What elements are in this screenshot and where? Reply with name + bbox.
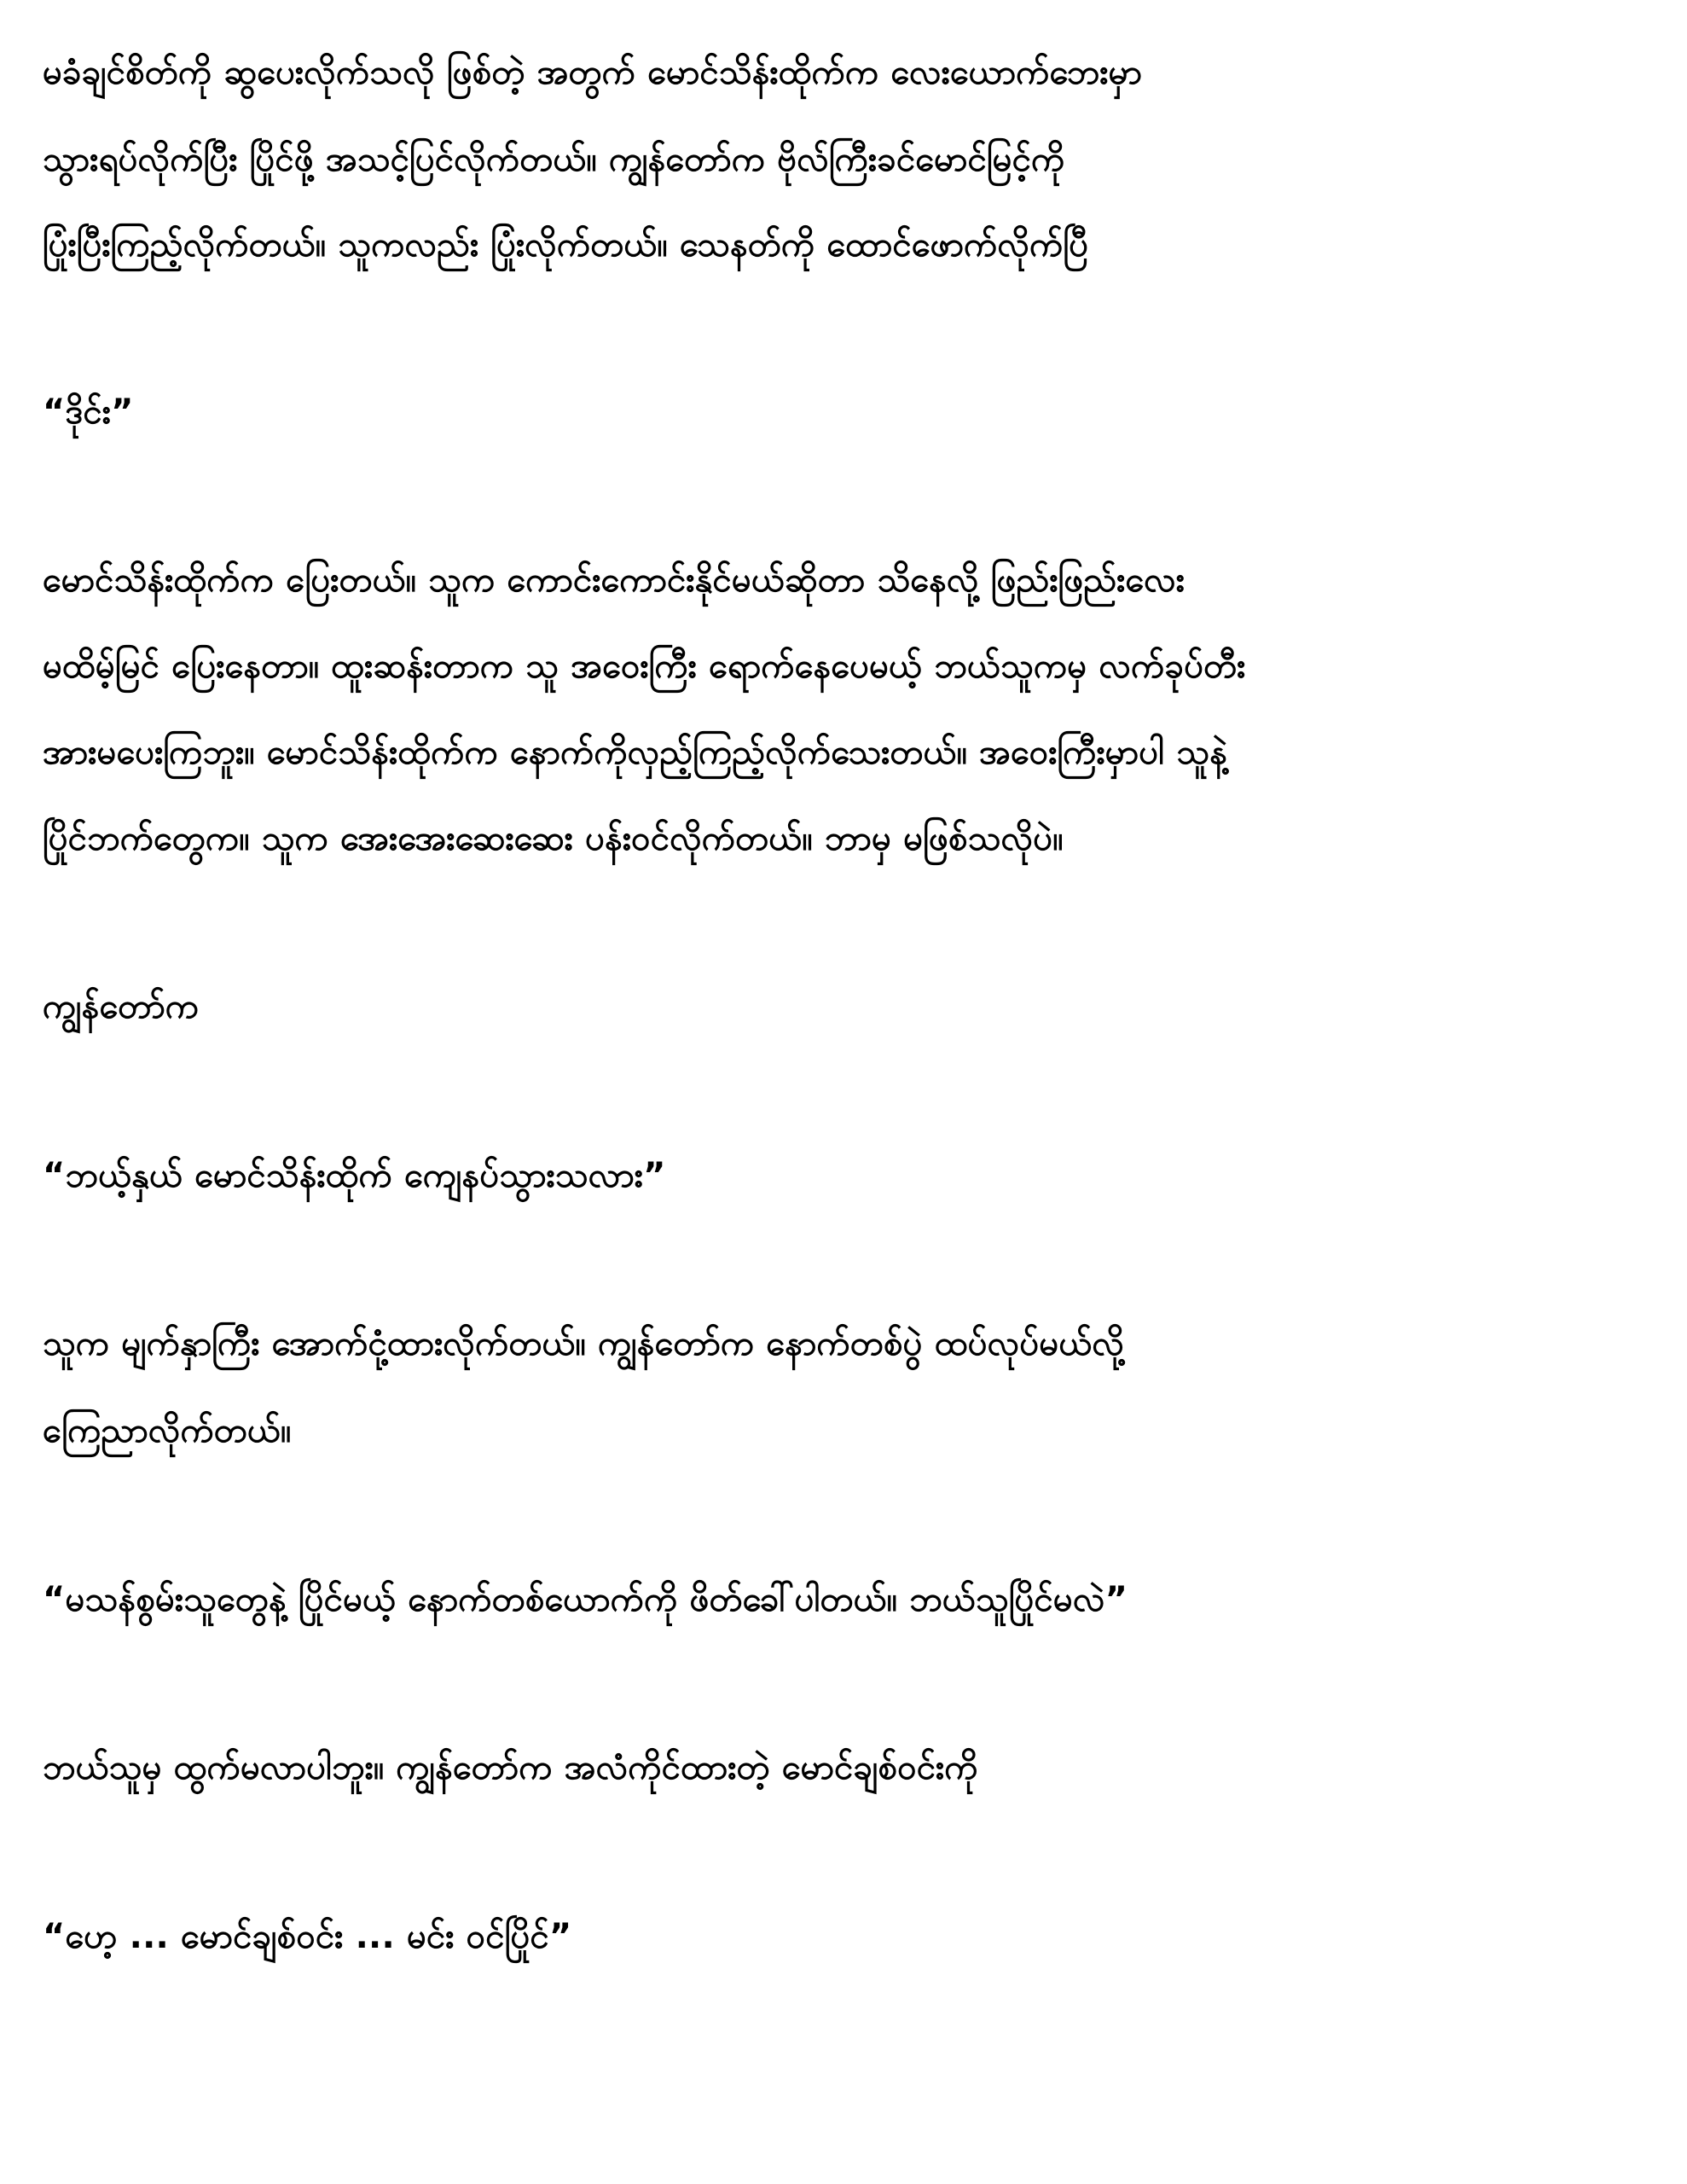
text-line: ဘယ်သူမှ ထွက်မလာပါဘူး။ ကျွန်တော်က အလံကိုင်ထားတဲ့ မောင်ချစ်ဝင်းကို: [43, 1748, 978, 1787]
text-line: သူက မျက်နှာကြီး အောက်ငုံ့ထားလိုက်တယ်။ ကျွန်တော်က နောက်တစ်ပွဲ ထပ်လုပ်မယ်လို့: [43, 1324, 1125, 1363]
text-line: “ဘယ့်နှယ် မောင်သိန်းထိုက် ကျေနပ်သွားသလား”: [43, 1156, 666, 1195]
text-line: “မသန်စွမ်းသူတွေနဲ့ ပြိုင်မယ့် နောက်တစ်ယောက်ကို ဖိတ်ခေါ်ပါတယ်။ ဘယ်သူပြိုင်မလဲ”: [43, 1580, 1128, 1619]
text-line: ကျွန်တော်က: [43, 987, 200, 1026]
text-line: ပြုံးပြီးကြည့်လိုက်တယ်။ သူကလည်း ပြုံးလိုက်တယ်။ သေနတ်ကို ထောင်ဖောက်လိုက်ပြီ: [43, 225, 1089, 264]
text-line: “ဟေ့ ... မောင်ချစ်ဝင်း ... မင်း ဝင်ပြိုင်”: [43, 1917, 572, 1956]
text-line: “ဒိုင်း”: [43, 392, 134, 432]
text-line: သွားရပ်လိုက်ပြီး ပြိုင်ဖို့ အသင့်ပြင်လိုက်တယ်။ ကျွန်တော်က ဗိုလ်ကြီးခင်မောင်မြင့်ကို: [43, 140, 1065, 179]
text-line: ပြိုင်ဘက်တွေက။ သူက အေးအေးဆေးဆေး ပန်းဝင်လိုက်တယ်။ ဘာမှ မဖြစ်သလိုပဲ။: [43, 819, 1064, 858]
text-line: အားမပေးကြဘူး။ မောင်သိန်းထိုက်က နောက်ကိုလှည့်ကြည့်လိုက်သေးတယ်။ အဝေးကြီးမှာပါ သူနဲ့: [43, 733, 1228, 772]
text-line: မထိမ့်မြင် ပြေးနေတာ။ ထူးဆန်းတာက သူ အဝေးကြီး ရောက်နေပေမယ့် ဘယ်သူကမှ လက်ခုပ်တီး: [43, 647, 1246, 686]
text-line: မခံချင်စိတ်ကို ဆွပေးလိုက်သလို ဖြစ်တဲ့ အတွက် မောင်သိန်းထိုက်က လေးယောက်ဘေးမှာ: [43, 53, 1143, 92]
text-line: မောင်သိန်းထိုက်က ပြေးတယ်။ သူက ကောင်းကောင်းနိုင်မယ်ဆိုတာ သိနေလို့ ဖြည်းဖြည်းလေး: [43, 561, 1186, 600]
text-line: ကြေညာလိုက်တယ်။: [43, 1411, 292, 1450]
